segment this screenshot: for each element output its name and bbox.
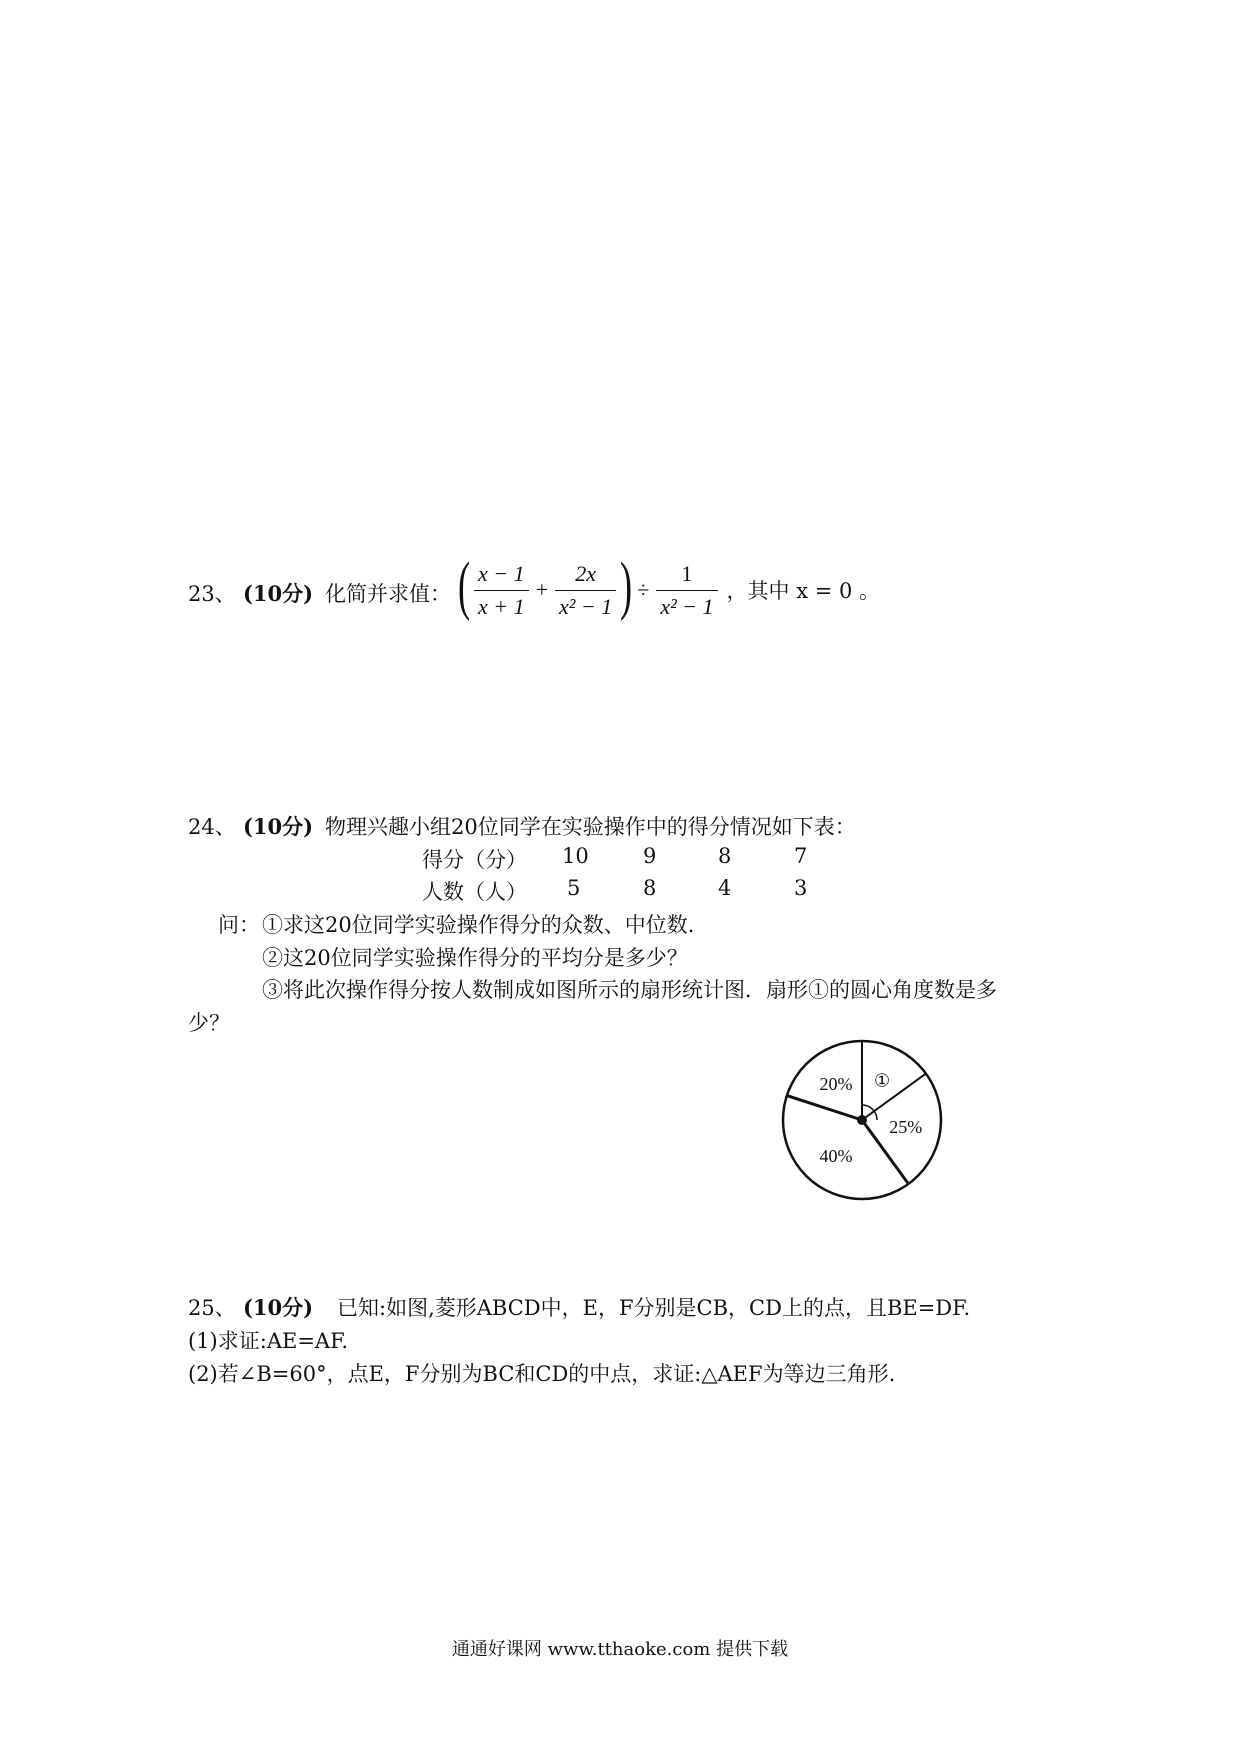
table-row1-cell: 10 [562,844,589,868]
table-row1-cell: 9 [643,844,657,868]
q25-prompt: 已知:如图,菱形ABCD中，E，F分别是CB，CD上的点，且BE=DF. [337,1296,971,1320]
divide-sign: ÷ [637,577,650,602]
q23-number: 23、 [188,582,236,606]
pie-slice-label: 40% [819,1145,853,1166]
right-paren: ) [620,549,633,622]
pie-slice-label: 25% [889,1116,923,1137]
q24-sub1: ①求这20位同学实验操作得分的众数、中位数. [262,913,695,937]
fraction-2 [555,560,616,621]
q23-score: (10分) [243,581,314,606]
fraction-1 [474,560,529,621]
table-row2-label: 人数（人） [422,880,527,904]
q23-prompt: 化简并求值： [325,582,451,606]
fraction-3-denominator: x² − 1 [656,590,717,621]
q24-sub3-line2: 少？ [188,1011,230,1035]
q25-part1: (1)求证:AE=AF. [188,1329,349,1353]
table-row2-cell: 4 [718,876,732,900]
fraction-1-numerator: x − 1 [477,560,525,586]
pie-slice-label: ① [874,1070,891,1091]
pie-slice-label: 20% [819,1074,853,1095]
q24-score: (10分) [243,814,314,839]
q24-ask-label: 问： [218,913,260,937]
q24-number: 24、 [188,815,236,839]
page-footer: 通通好课网 www.tthaoke.com 提供下载 [451,1639,789,1660]
pie-slice-boundary [787,1096,862,1120]
table-row2-cell: 5 [567,876,581,900]
fraction-2-numerator: 2x [575,560,597,586]
plus-sign: + [535,577,549,602]
q25-part2: (2)若∠B=60°，点E，F分别为BC和CD的中点，求证:△AEF为等边三角形. [188,1362,896,1386]
q25-number: 25、 [188,1296,236,1320]
q25-score: (10分) [243,1295,314,1320]
q24-sub2: ②这20位同学实验操作得分的平均分是多少？ [262,946,688,970]
table-row1-cell: 7 [794,844,808,868]
left-paren: ( [457,549,471,622]
fraction-3 [656,560,717,621]
q24-prompt: 物理兴趣小组20位同学在实验操作中的得分情况如下表： [325,815,856,839]
fraction-1-denominator: x + 1 [474,590,529,621]
fraction-3-numerator: 1 [681,560,693,586]
table-row2-cell: 8 [643,876,657,900]
q23-formula [457,549,881,625]
table-row1-cell: 8 [718,844,732,868]
q24-sub3-line1: ③将此次操作得分按人数制成如图所示的扇形统计图．扇形①的圆心角度数是多 [262,978,997,1002]
pie-slice-boundary [862,1074,926,1120]
table-row2-cell: 3 [794,876,808,900]
pie-chart [772,1030,952,1210]
q23-suffix: ，其中 x = 0 。 [726,579,881,603]
pie-center-dot [857,1115,867,1125]
fraction-2-denominator: x² − 1 [555,590,616,621]
table-row1-label: 得分（分） [422,848,527,872]
